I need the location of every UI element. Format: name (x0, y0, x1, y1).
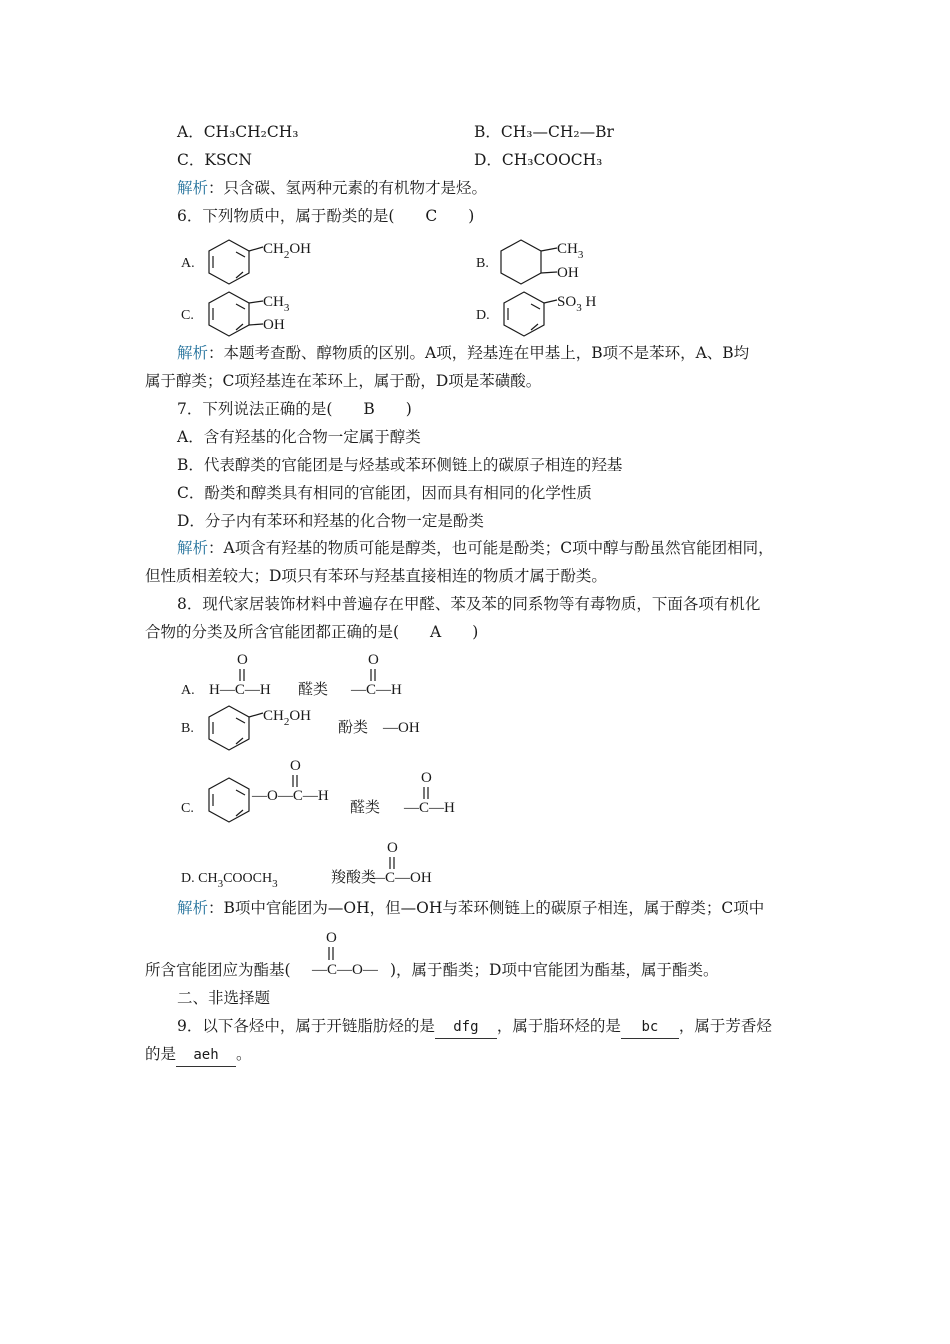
q8-class-a: 醛类 (298, 682, 329, 698)
svg-text:H—C—H: H—C—H (209, 682, 271, 698)
q8-analysis-line2b: )，属于酯类；D项中官能团为酯基，属于酯类。 (390, 961, 719, 979)
svg-text:—C—H: —C—H (351, 682, 402, 698)
q8-analysis-line2a: 所含官能团应为酯基( (145, 961, 291, 979)
q5-option-a: A．CH₃CH₂CH₃ (177, 123, 299, 141)
q5-option-b: B．CH₃—CH₂—Br (474, 123, 614, 141)
formula-text: $CH_2OH$ (263, 241, 312, 261)
q8-stem-line1: 8．现代家居装饰材料中普遍存在甲醛、苯及苯的同系物等有毒物质，下面各项有机化 (177, 595, 761, 613)
q6-a-benzyl-alcohol-structure (209, 240, 311, 284)
analysis-label: 解析 (177, 539, 209, 557)
q8-a-formaldehyde-structure (209, 652, 271, 698)
q8-b-hydroxyl-group: —OH (383, 720, 420, 736)
q9-line2: 的是 aeh 。 (145, 1043, 252, 1067)
q8-class-d: 羧酸类 (331, 870, 377, 886)
svg-text:O: O (237, 652, 248, 668)
q8-a-aldehyde-group (350, 652, 402, 698)
q8-c-phenyl-formate-structure (209, 758, 329, 822)
q8-stem-line2: 合物的分类及所含官能团都正确的是( A ) (145, 623, 479, 641)
q8-label-d: D. CH (181, 871, 218, 886)
formula-text: OH (263, 317, 285, 333)
q8-c-aldehyde-group (403, 770, 455, 816)
svg-text:O: O (326, 930, 337, 946)
q6-label-b: B. (476, 256, 489, 271)
q6-analysis-line2: 属于醇类；C项羟基连在苯环上，属于酚，D项是苯磺酸。 (145, 372, 542, 390)
q8-class-b: 酚类 (338, 720, 369, 736)
formula-text: $SO_3$ H (557, 294, 597, 314)
q8-label-c: C. (181, 801, 194, 816)
q5-option-c: C．KSCN (177, 151, 252, 169)
section-title: 二、非选择题 (177, 989, 271, 1007)
analysis-label: 解析 (177, 179, 209, 197)
answer-blank-1: dfg (435, 1016, 497, 1039)
q8-b-benzyl-alcohol-structure (209, 706, 311, 750)
q7-stem: 7．下列说法正确的是( B ) (177, 400, 412, 418)
q7-analysis-line1: 解析：A项含有羟基的物质可能是醇类，也可能是酚类；C项中醇与酚虽然官能团相同， (177, 539, 774, 557)
q8-label-b: B. (181, 721, 194, 736)
q6-label-a: A. (181, 256, 195, 271)
q6-label-c: C. (181, 308, 194, 323)
svg-text:—C—O—: —C—O— (312, 962, 378, 978)
analysis-label: 解析 (177, 344, 209, 362)
svg-text:—C—H: —C—H (404, 800, 455, 816)
svg-text:D. CH3COOCH3: D. $CH_3COOCH_3$ (181, 871, 278, 890)
formula-text: $CH_3$ (557, 241, 584, 261)
q7-option-b: B．代表醇类的官能团是与烃基或苯环侧链上的碳原子相连的羟基 (177, 456, 623, 474)
svg-text:—O—C—H: —O—C—H (252, 788, 329, 804)
formula-text: OH (557, 265, 579, 281)
q6-d-benzenesulfonic-acid-structure (504, 292, 596, 336)
svg-text:—C—OH: —C—OH (370, 870, 432, 886)
analysis-label: 解析 (177, 899, 209, 917)
q7-option-a: A．含有羟基的化合物一定属于醇类 (177, 428, 421, 446)
q5-option-d: D．CH₃COOCH₃ (474, 151, 603, 169)
answer-blank-3: aeh (176, 1044, 236, 1067)
formula-text: $CH_3$ (263, 294, 290, 314)
q5-analysis: 解析：只含碳、氢两种元素的有机物才是烃。 (177, 179, 488, 197)
q8-class-c: 醛类 (350, 800, 381, 816)
svg-text:O: O (368, 652, 379, 668)
svg-text:O: O (421, 770, 432, 786)
q8-label-a: A. (181, 683, 195, 698)
q9-line1: 9．以下各烃中，属于开链脂肪烃的是 dfg ，属于脂环烃的是 bc ，属于芳香烃 (177, 1015, 772, 1039)
q7-option-c: C．酚类和醇类具有相同的官能团，因而具有相同的化学性质 (177, 484, 592, 502)
svg-text:O: O (387, 840, 398, 856)
q7-analysis-line2: 但性质相差较大；D项只有苯环与羟基直接相连的物质才属于酚类。 (145, 567, 607, 585)
svg-text:O: O (290, 758, 301, 774)
answer-blank-2: bc (621, 1016, 679, 1039)
q6-analysis-line1: 解析：本题考查酚、醇物质的区别。A项，羟基连在甲基上，B项不是苯环，A、B均 (177, 344, 750, 362)
formula-text: $CH_2OH$ (263, 708, 312, 728)
q6-c-cresol-structure (209, 292, 290, 336)
q6-b-cyclohexanol-structure (501, 240, 584, 284)
q6-label-d: D. (476, 308, 490, 323)
q8-analysis-line1: 解析：B项中官能团为—OH，但—OH与苯环侧链上的碳原子相连，属于醇类；C项中 (177, 899, 765, 917)
q8-d-carboxyl-group (369, 840, 432, 886)
q6-stem: 6．下列物质中，属于酚类的是( C ) (177, 207, 475, 225)
q7-option-d: D．分子内有苯环和羟基的化合物一定是酚类 (177, 512, 484, 530)
ester-group-inline (311, 930, 379, 978)
